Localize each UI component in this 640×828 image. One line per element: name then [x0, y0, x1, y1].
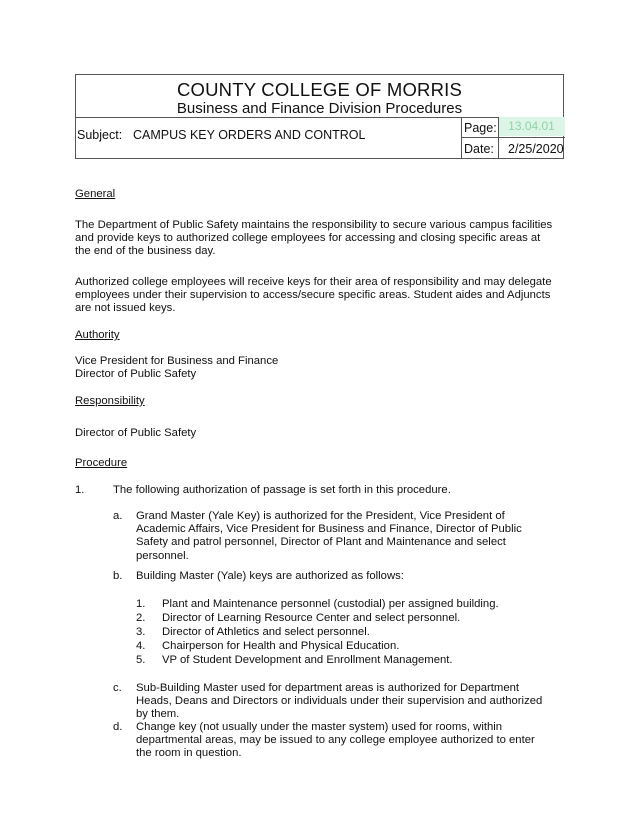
header-box [75, 74, 564, 159]
date-row [462, 138, 565, 159]
authority-line-2: Director of Public Safety [75, 368, 197, 380]
responsibility-line-1: Director of Public Safety [75, 427, 197, 439]
b-list-num-2: 2. [136, 612, 146, 624]
b-list-item-5: VP of Student Development and Enrollment Management. [162, 654, 453, 666]
date-value: 2/25/2020 [508, 142, 564, 156]
b-list-num-4: 4. [136, 640, 146, 652]
b-list-num-3: 3. [136, 626, 146, 638]
date-label: Date: [464, 142, 494, 156]
b-list-item-2: Director of Learning Resource Center and select personnel. [162, 612, 461, 624]
page-date-box [461, 117, 565, 159]
section-heading-procedure: Procedure [75, 457, 128, 469]
subject-label: Subject: [77, 128, 123, 142]
list-label-b: b. [113, 570, 123, 582]
college-name: COUNTY COLLEGE OF MORRIS [176, 79, 463, 100]
section-heading-authority: Authority [75, 329, 120, 341]
list-label-c: c. [113, 682, 122, 694]
authority-line-1: Vice President for Business and Finance [75, 355, 279, 367]
b-list-num-5: 5. [136, 654, 146, 666]
procedure-item-b: Building Master (Yale) keys are authorized as follows: [136, 570, 404, 582]
general-paragraph-2: Authorized college employees will receive keys for their area of responsibility and may delegate employees under their supervision to access/secure specific areas. Student aides and Adjuncts are not issued keys. [75, 276, 552, 315]
list-number-1: 1. [75, 484, 85, 496]
procedure-item-1: The following authorization of passage is set forth in this procedure. [113, 484, 451, 496]
b-list-item-4: Chairperson for Health and Physical Education. [162, 640, 400, 652]
page-number: 13.04.01 [498, 117, 565, 136]
subject-value: CAMPUS KEY ORDERS AND CONTROL [133, 128, 366, 142]
section-heading-responsibility: Responsibility [75, 395, 145, 407]
procedure-item-c: Sub-Building Master used for department areas is authorized for Department Heads, Deans and Directors or individuals under their supervision and authorized by them. [136, 682, 543, 721]
subject-line [77, 128, 365, 142]
meta-divider [498, 117, 499, 159]
general-paragraph-1: The Department of Public Safety maintains the responsibility to secure various campus facilities and provide keys to authorized college employees for accessing and closing specific areas at the end of the business day. [75, 219, 553, 258]
list-label-a: a. [113, 510, 123, 522]
b-list-item-1: Plant and Maintenance personnel (custodial) per assigned building. [162, 598, 499, 610]
division-title: Business and Finance Division Procedures [176, 100, 463, 117]
procedure-item-a: Grand Master (Yale Key) is authorized for the President, Vice President of Academic Affairs, Vice President for Business and Finance, Director of Public Safety and patrol personnel, Director of Plant and Maintenance and select personnel. [136, 510, 522, 562]
b-list-item-3: Director of Athletics and select personnel. [162, 626, 370, 638]
page-row [462, 117, 565, 138]
list-label-d: d. [113, 721, 123, 733]
b-list-num-1: 1. [136, 598, 146, 610]
section-heading-general: General [75, 188, 116, 200]
procedure-item-d: Change key (not usually under the master system) used for rooms, within departmental areas, may be issued to any college employee authorized to enter the room in question. [136, 721, 535, 760]
page-label: Page: [464, 121, 497, 135]
